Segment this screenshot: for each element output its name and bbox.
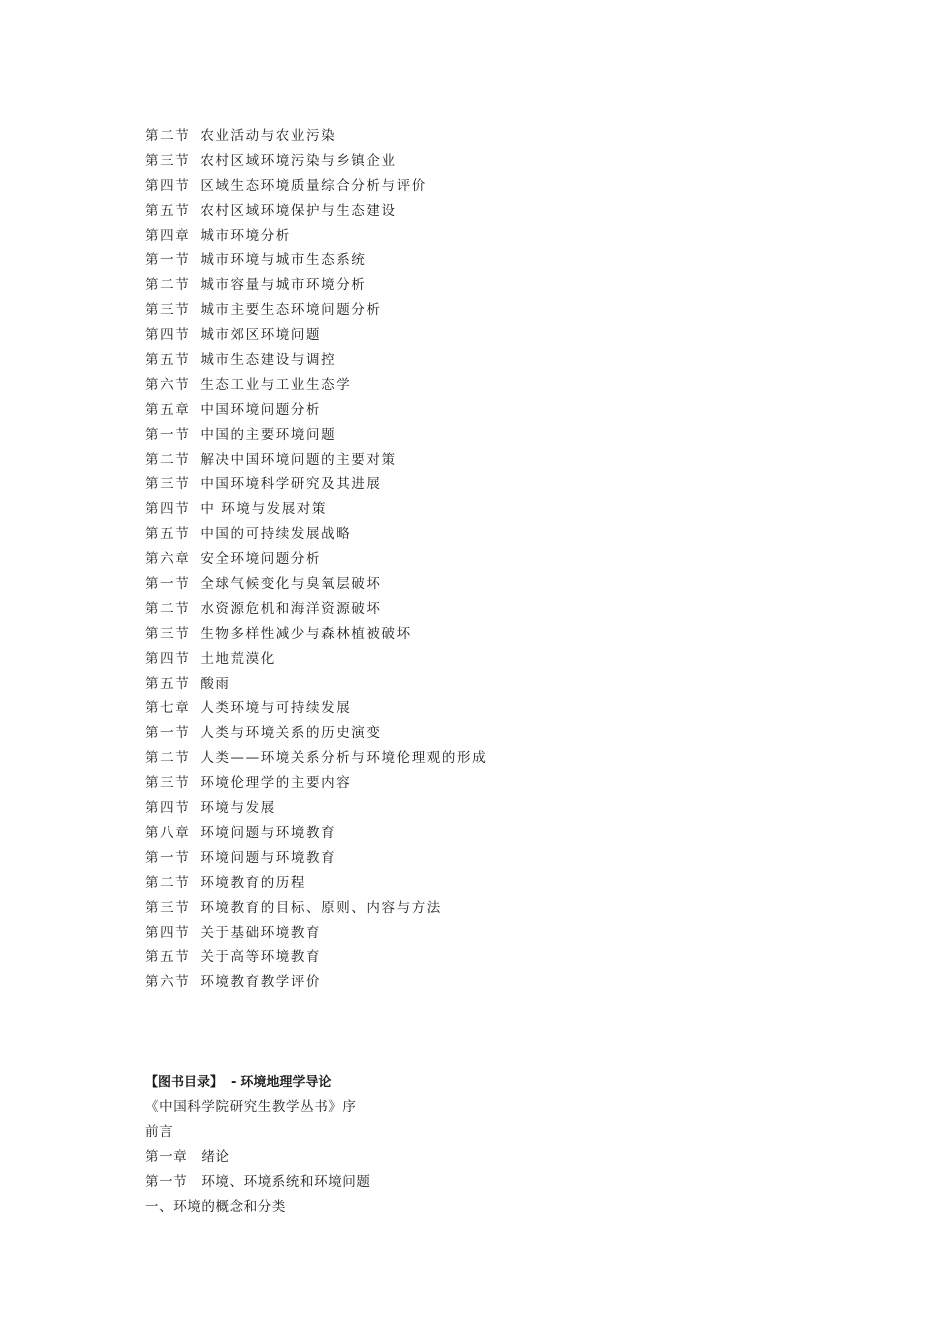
toc-entry-number: 第三节 [145,775,191,792]
toc-entry [145,348,845,373]
toc-entry-number: 第五节 [145,949,191,966]
toc-entry-title: 环境问题与环境教育 [200,824,337,841]
toc-entry-number: 第五节 [145,202,191,219]
toc-entry-number: 第五节 [145,352,191,369]
toc-entry-title: 关于高等环境教育 [200,949,322,966]
toc-entry-number: 第一节 [145,252,191,269]
toc-entry-number: 第二节 [145,874,191,891]
toc-entry [145,199,845,224]
toc-entry [145,248,845,273]
toc-entry-title: 解决中国环境问题的主要对策 [200,451,397,468]
toc-entry-title: 城市容量与城市环境分析 [200,277,367,294]
book-contents-entry [145,1145,845,1170]
toc-entry-number: 第五节 [145,675,191,692]
toc-entry [145,622,845,647]
toc-entry-title: 中国的主要环境问题 [200,426,337,443]
toc-entry-title: 人类——环境关系分析与环境伦理观的形成 [200,750,488,767]
book-contents-label: 【图书目录】 [145,1075,224,1090]
toc-entry-number: 第六章 [145,551,191,568]
book-entry-title: 前言 [145,1124,174,1140]
toc-entry-title: 环境教育的历程 [200,874,307,891]
toc-entry-title: 安全环境问题分析 [200,551,322,568]
toc-entry [145,746,845,771]
toc-entry [145,423,845,448]
toc-entry-title: 人类环境与可持续发展 [200,700,352,717]
toc-entry-title: 生态工业与工业生态学 [200,376,352,393]
toc-entry [145,273,845,298]
toc-entry-title: 城市环境与城市生态系统 [200,252,367,269]
toc-entry-title: 城市郊区环境问题 [200,327,322,344]
toc-entry [145,298,845,323]
toc-entry-title: 人类与环境关系的历史演变 [200,725,382,742]
book-contents-entry [145,1095,845,1120]
book-contents-entry [145,1120,845,1145]
toc-entry-title: 城市主要生态环境问题分析 [200,302,382,319]
toc-entry-title: 全球气候变化与臭氧层破坏 [200,576,382,593]
book-entry-title: 《中国科学院研究生教学丛书》序 [145,1099,357,1115]
heading-separator: - [231,1075,237,1090]
table-of-contents [145,124,845,995]
toc-entry-title: 环境教育的目标、原则、内容与方法 [200,899,442,916]
book-entry-title: 环境、环境系统和环境问题 [201,1174,371,1190]
toc-entry-number: 第三节 [145,476,191,493]
toc-entry [145,921,845,946]
toc-entry [145,771,845,796]
toc-entry-number: 第六节 [145,376,191,393]
toc-entry-title: 酸雨 [200,675,231,692]
toc-entry-title: 环境教育教学评价 [200,974,322,991]
toc-entry-title: 城市环境分析 [200,227,291,244]
book-entry-number: 第一章 [145,1149,188,1165]
toc-entry-number: 第一节 [145,849,191,866]
book-contents-list [145,1095,845,1220]
toc-entry [145,448,845,473]
toc-entry-title: 中国环境问题分析 [200,401,322,418]
toc-entry [145,672,845,697]
toc-entry-number: 第七章 [145,700,191,717]
toc-entry [145,821,845,846]
toc-entry [145,124,845,149]
toc-entry-title: 水资源危机和海洋资源破坏 [200,600,382,617]
toc-entry-number: 第一节 [145,725,191,742]
toc-entry-title: 环境与发展 [200,800,276,817]
toc-entry-title: 中 环境与发展对策 [200,501,328,518]
toc-entry-title: 中国环境科学研究及其进展 [200,476,382,493]
toc-entry-title: 农村区域环境保护与生态建设 [200,202,397,219]
book-contents-entry [145,1170,845,1195]
toc-entry-number: 第二节 [145,600,191,617]
toc-entry-number: 第五节 [145,526,191,543]
toc-entry-title: 关于基础环境教育 [200,924,322,941]
toc-entry [145,323,845,348]
book-contents-heading [145,1070,845,1095]
toc-entry-number: 第三节 [145,302,191,319]
toc-entry-number: 第四节 [145,800,191,817]
book-entry-number: 第一节 [145,1174,188,1190]
book-contents-section [145,1070,845,1220]
toc-entry-number: 第一节 [145,426,191,443]
book-contents-entry [145,1195,845,1220]
toc-entry [145,522,845,547]
toc-entry-number: 第五章 [145,401,191,418]
toc-entry [145,597,845,622]
toc-entry-number: 第二节 [145,277,191,294]
toc-entry [145,224,845,249]
toc-entry [145,945,845,970]
toc-entry [145,896,845,921]
toc-entry [145,846,845,871]
toc-entry [145,547,845,572]
toc-entry [145,647,845,672]
toc-entry-number: 第三节 [145,625,191,642]
toc-entry-number: 第二节 [145,451,191,468]
toc-entry-number: 第四章 [145,227,191,244]
toc-entry [145,497,845,522]
toc-entry [145,696,845,721]
toc-entry [145,398,845,423]
toc-entry-number: 第四节 [145,501,191,518]
toc-entry [145,970,845,995]
toc-entry [145,149,845,174]
toc-entry-number: 第四节 [145,924,191,941]
book-title: 环境地理学导论 [240,1075,332,1090]
toc-entry-title: 生物多样性减少与森林植被破坏 [200,625,412,642]
toc-entry-number: 第八章 [145,824,191,841]
toc-entry [145,174,845,199]
toc-entry-number: 第四节 [145,327,191,344]
toc-entry [145,572,845,597]
book-entry-title: 一、环境的概念和分类 [145,1199,286,1215]
toc-entry [145,796,845,821]
toc-entry-title: 环境伦理学的主要内容 [200,775,352,792]
toc-entry-title: 土地荒漠化 [200,650,276,667]
toc-entry [145,472,845,497]
toc-entry-number: 第四节 [145,177,191,194]
toc-entry-number: 第三节 [145,152,191,169]
toc-entry [145,373,845,398]
toc-entry-number: 第二节 [145,750,191,767]
toc-entry-number: 第一节 [145,576,191,593]
toc-entry-title: 环境问题与环境教育 [200,849,337,866]
toc-entry-title: 中国的可持续发展战略 [200,526,352,543]
toc-entry [145,721,845,746]
toc-entry-number: 第四节 [145,650,191,667]
toc-entry-title: 农村区域环境污染与乡镇企业 [200,152,397,169]
toc-entry-number: 第六节 [145,974,191,991]
toc-entry [145,871,845,896]
toc-entry-number: 第二节 [145,128,191,144]
toc-entry-title: 区域生态环境质量综合分析与评价 [200,177,427,194]
toc-entry-number: 第三节 [145,899,191,916]
toc-entry-title: 农业活动与农业污染 [200,128,337,144]
toc-entry-title: 城市生态建设与调控 [200,352,337,369]
book-entry-title: 绪论 [201,1149,230,1165]
